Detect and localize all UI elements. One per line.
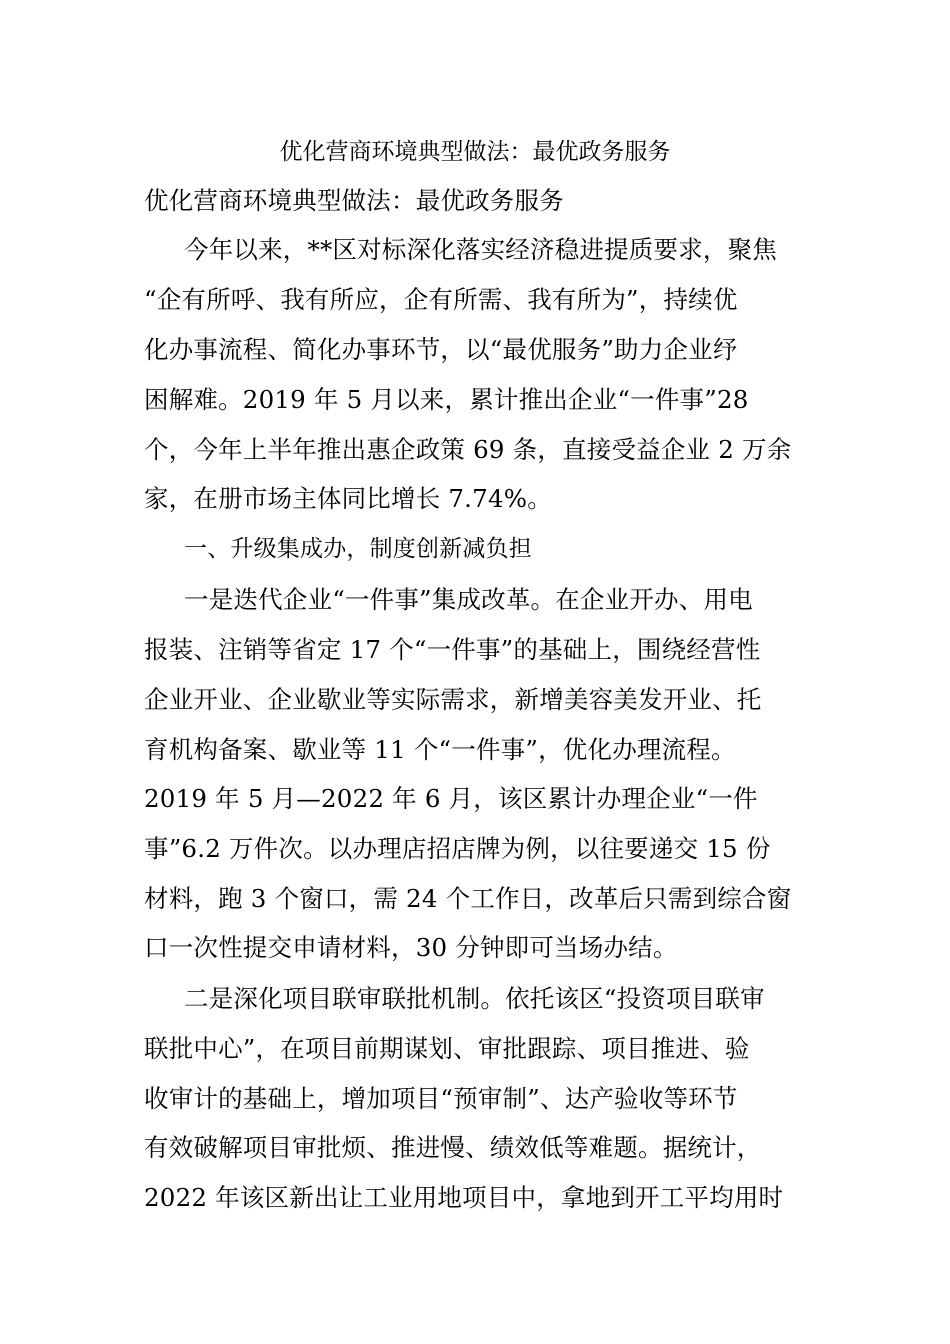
paragraph-line: 2022 年该区新出让工业用地项目中，拿地到开工平均用时: [144, 1183, 784, 1212]
paragraph-line: 2019 年 5 月—2022 年 6 月，该区累计办理企业“一件: [144, 784, 758, 813]
paragraph-line: 一是迭代企业“一件事”集成改革。在企业开办、用电: [184, 585, 753, 614]
paragraph-line: 联批中心”，在项目前期谋划、审批跟踪、项目推进、验: [144, 1034, 750, 1063]
section-heading: 一、升级集成办，制度创新减负担: [184, 536, 532, 562]
paragraph-line: 育机构备案、歇业等 11 个“一件事”，优化办理流程。: [144, 735, 736, 764]
paragraph-line: 报装、注销等省定 17 个“一件事”的基础上，围绕经营性: [144, 635, 761, 664]
subtitle-line: 优化营商环境典型做法：最优政务服务: [144, 186, 564, 215]
paragraph-line: 材料，跑 3 个窗口，需 24 个工作日，改革后只需到综合窗: [144, 884, 792, 913]
paragraph-line: 个，今年上半年推出惠企政策 69 条，直接受益企业 2 万余: [144, 435, 792, 464]
paragraph-line: 家，在册市场主体同比增长 7.74%。: [144, 484, 552, 513]
paragraph-line: 口一次性提交申请材料，30 分钟即可当场办结。: [144, 933, 678, 962]
paragraph-line: “企有所呼、我有所应，企有所需、我有所为”，持续优: [144, 285, 738, 314]
document-title: 优化营商环境典型做法：最优政务服务: [279, 139, 671, 165]
paragraph-line: 企业开业、企业歇业等实际需求，新增美容美发开业、托: [144, 685, 762, 714]
paragraph-line: 收审计的基础上，增加项目“预审制”、达产验收等环节: [144, 1084, 738, 1113]
paragraph-line: 今年以来，**区对标深化落实经济稳进提质要求，聚焦: [184, 235, 777, 264]
paragraph-line: 化办事流程、简化办事环节，以“最优服务”助力企业纾: [144, 335, 738, 364]
paragraph-line: 有效破解项目审批烦、推进慢、绩效低等难题。据统计，: [144, 1133, 762, 1162]
paragraph-line: 二是深化项目联审联批机制。依托该区“投资项目联审: [184, 984, 765, 1013]
paragraph-line: 困解难。2019 年 5 月以来，累计推出企业“一件事”28: [144, 385, 749, 414]
paragraph-line: 事”6.2 万件次。以办理店招店牌为例，以往要递交 15 份: [144, 834, 771, 863]
